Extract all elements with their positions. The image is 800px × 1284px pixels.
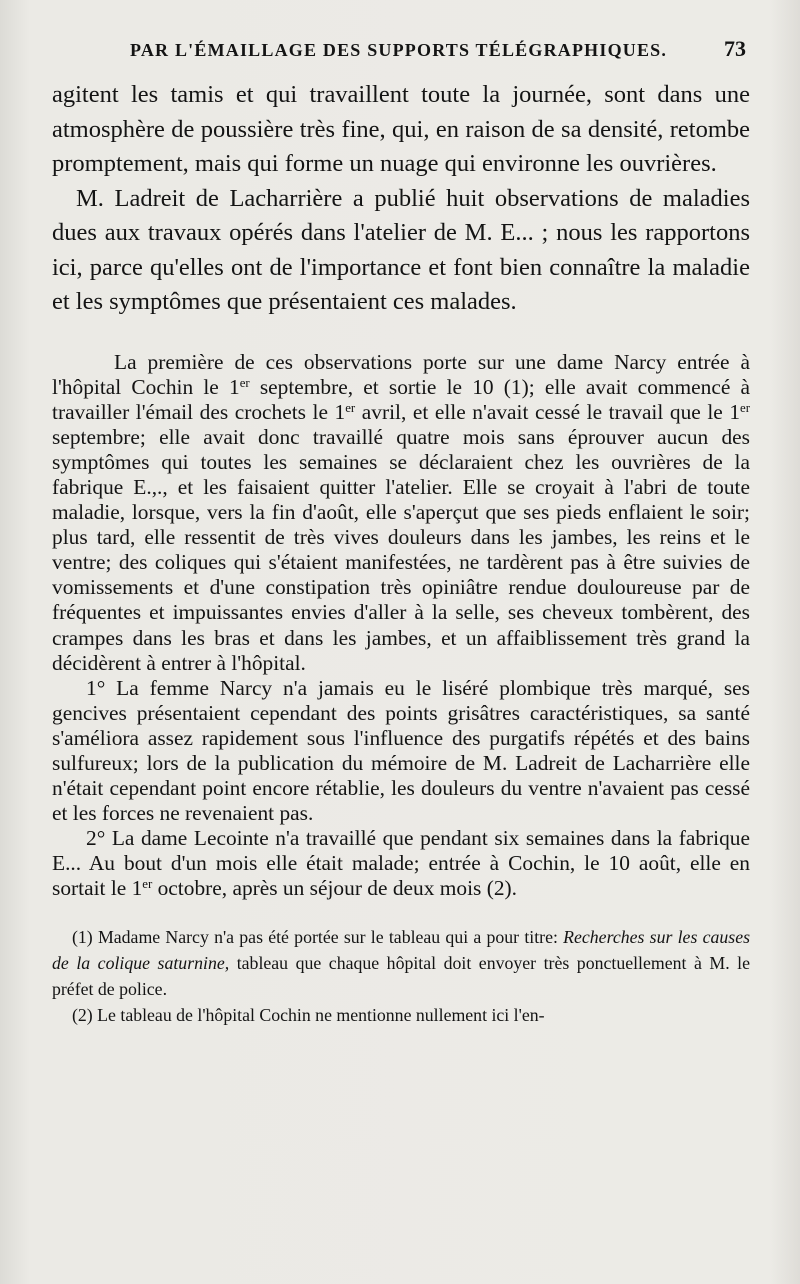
superscript: er <box>345 400 356 415</box>
superscript: er <box>142 877 153 892</box>
body-paragraph-2: 1° La femme Narcy n'a jamais eu le liséré plombique très marqué, ses gencives présentaient cependant des points grisâtres caractéristiques, sa santé s'améliora assez rapidement sous l'influence des purgatifs répétés et des bains sulfureux; lors de la publication du mémoire de M. Ladreit de Lacharrière elle n'était cependant point encore rétablie, les douleurs du ventre n'avaient pas cessé et les forces ne revenaient pas. <box>52 675 750 826</box>
italic-title: Recherches sur les causes de la colique saturnine, <box>52 926 751 973</box>
body-paragraph-1 <box>52 350 750 676</box>
text-run: septembre, et sortie le 10 (1); elle avait commencé à travailler l'émail des crochets le 1 <box>52 374 750 424</box>
footnote-2: (2) Le tableau de l'hôpital Cochin ne mentionne nullement ici l'en- <box>72 1004 545 1025</box>
lead-paragraph-1: agitent les tamis et qui travaillent toute la journée, sont dans une atmosphère de poussière très fine, qui, en raison de sa densité, retombe promptement, mais qui forme un nuage qui environne les ouvrières. <box>52 81 750 177</box>
text-run: septembre; elle avait donc travaillé quatre mois sans éprouver aucun des symptômes qui toutes les semaines se déclaraient chez les ouvrières de la fabrique E.,., et les faisaient quitter l'atelier. Elle se croyait à l'abri de toute maladie, lorsque, vers la fin d'août, elle s'aperçut que ses pieds enflaient le soir; plus tard, elle ressentit de très vives douleurs dans les jambes, les reins et le ventre; des coliques qui s'étaient manifestées, ne tardèrent pas à être suivies de vomissements et d'une constipation très opiniâtre rendue douloureuse par de fréquentes et impuissantes envies d'aller à la selle, ses cheveux tombèrent, des crampes dans les bras et dans les jambes, et un affaiblissement très grand la décidèrent à entrer à l'hôpital. <box>52 424 750 675</box>
text-run: octobre, après un séjour de deux mois (2). <box>152 876 517 901</box>
superscript: er <box>740 400 750 415</box>
text-run: avril, et elle n'avait cessé le travail que le 1 <box>355 399 741 424</box>
text-run: 2° La dame Lecointe n'a travaillé que pendant six semaines dans la fabrique E... Au bout d'un mois elle était malade; entrée à Cochin, le 10 août, elle en sortait le 1 <box>52 826 750 901</box>
footnote-1 <box>52 924 750 1002</box>
superscript: er <box>239 375 250 390</box>
body-paragraph-3 <box>52 826 750 901</box>
lead-text <box>52 78 750 320</box>
text-run: tableau que chaque hôpital doit envoyer très ponctuellement à M. le préfet de police. <box>52 952 751 999</box>
body-text <box>52 350 750 902</box>
page-number: 73 <box>724 36 746 61</box>
footnotes <box>52 924 750 1028</box>
running-title: PAR L'ÉMAILLAGE DES SUPPORTS TÉLÉGRAPHIQUES. <box>130 40 668 60</box>
text-run: La première de ces observations porte sur une dame Narcy entrée à l'hôpital Cochin le 1 <box>52 349 750 399</box>
lead-paragraph-2: M. Ladreit de Lacharrière a publié huit observations de maladies dues aux travaux opérés dans l'atelier de M. E... ; nous les rapportons ici, parce qu'elles ont de l'importance et font bien connaître la maladie et les symptômes que présentaient ces malades. <box>52 184 750 315</box>
running-header <box>52 36 750 78</box>
text-run: (1) Madame Narcy n'a pas été portée sur le tableau qui a pour titre: <box>72 926 564 947</box>
